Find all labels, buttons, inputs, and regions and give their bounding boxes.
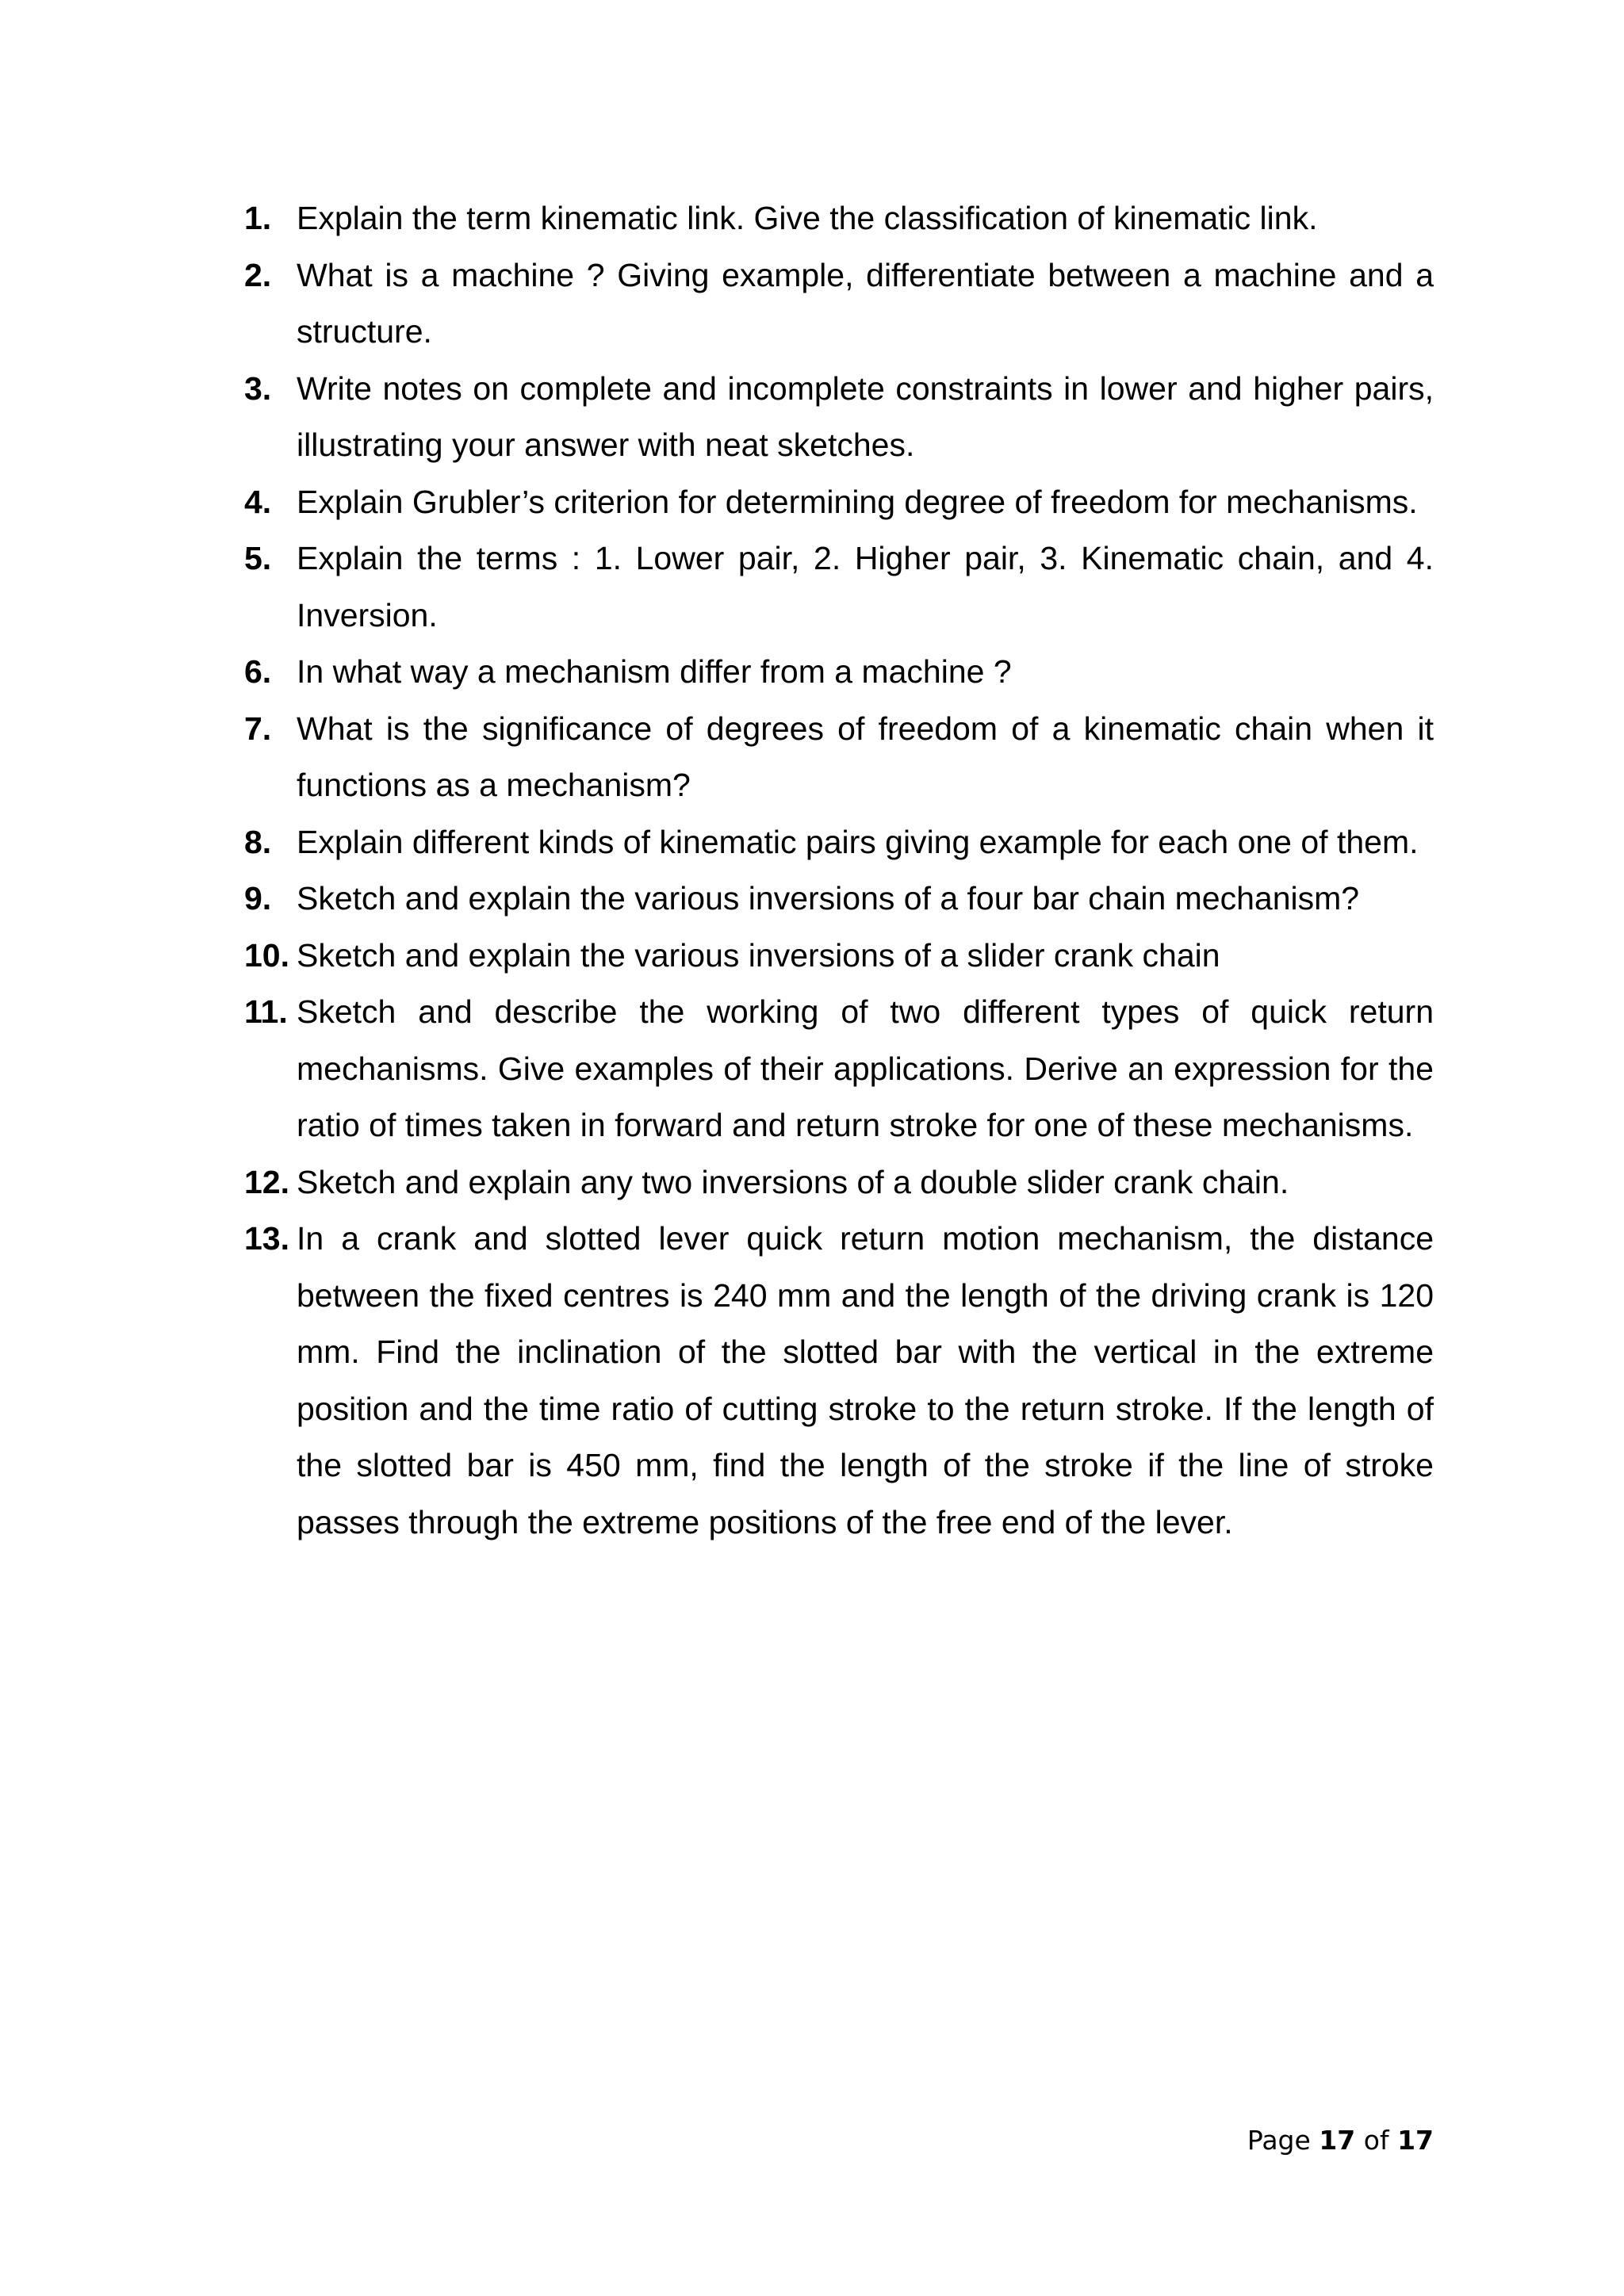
question-number: 11. bbox=[244, 993, 288, 1030]
question-text: In what way a mechanism differ from a machine ? bbox=[297, 653, 1012, 690]
question-number: 8. bbox=[244, 823, 272, 860]
question-number: 6. bbox=[244, 653, 272, 690]
question-text: Sketch and explain any two inversions of a double slider crank chain. bbox=[297, 1163, 1289, 1200]
question-text: Sketch and explain the various inversions of a four bar chain mechanism? bbox=[297, 880, 1360, 916]
question-number: 2. bbox=[244, 256, 272, 293]
question-item bbox=[244, 1154, 1434, 1211]
page-footer bbox=[1247, 2125, 1434, 2156]
question-item bbox=[244, 190, 1434, 247]
question-item bbox=[244, 361, 1434, 474]
question-item bbox=[244, 530, 1434, 644]
question-item bbox=[244, 928, 1434, 985]
question-item bbox=[244, 814, 1434, 871]
question-item bbox=[244, 247, 1434, 361]
question-text: Sketch and describe the working of two different types of quick return mechanisms. Give examples of their applications. Derive an expression for the ratio of times taken in forward and return stroke for one of these mechanisms. bbox=[297, 993, 1434, 1143]
question-item bbox=[244, 701, 1434, 814]
question-text: Explain the terms : 1. Lower pair, 2. Higher pair, 3. Kinematic chain, and 4. Inversion. bbox=[297, 540, 1434, 633]
question-text: Explain the term kinematic link. Give the classification of kinematic link. bbox=[297, 200, 1318, 236]
question-text: Sketch and explain the various inversions of a slider crank chain bbox=[297, 936, 1220, 974]
question-number: 4. bbox=[244, 483, 272, 520]
question-number: 12. bbox=[244, 1163, 289, 1200]
question-number: 5. bbox=[244, 540, 272, 576]
question-list bbox=[244, 190, 1434, 1551]
question-text: Explain Grubler’s criterion for determining degree of freedom for mechanisms. bbox=[297, 483, 1418, 520]
question-text: What is a machine ? Giving example, differentiate between a machine and a structure. bbox=[297, 256, 1434, 350]
question-number: 10. bbox=[244, 936, 289, 974]
question-item bbox=[244, 1211, 1434, 1551]
total-pages-number: 17 bbox=[1397, 2125, 1434, 2156]
question-item bbox=[244, 984, 1434, 1154]
question-number: 9. bbox=[244, 880, 272, 916]
of-word: of bbox=[1363, 2125, 1389, 2156]
question-text: Explain different kinds of kinematic pairs giving example for each one of them. bbox=[297, 823, 1419, 860]
question-item bbox=[244, 644, 1434, 701]
question-item bbox=[244, 871, 1434, 928]
question-number: 1. bbox=[244, 200, 272, 236]
question-text: What is the significance of degrees of freedom of a kinematic chain when it functions as a mechanism? bbox=[297, 710, 1434, 803]
question-item bbox=[244, 474, 1434, 531]
question-list-container bbox=[244, 190, 1434, 1551]
question-text: In a crank and slotted lever quick return motion mechanism, the distance between the fixed centres is 240 mm and the length of the driving crank is 120 mm. Find the inclination of the slotted bar with the vertical in the extreme position and the time ratio of cutting stroke to the return stroke. If the length of the slotted bar is 450 mm, find the length of the stroke if the line of stroke passes through the extreme positions of the free end of the lever. bbox=[297, 1220, 1434, 1540]
question-number: 3. bbox=[244, 369, 272, 407]
current-page-number: 17 bbox=[1319, 2125, 1356, 2156]
page-word: Page bbox=[1247, 2125, 1311, 2156]
question-number: 7. bbox=[244, 710, 272, 747]
question-text: Write notes on complete and incomplete constraints in lower and higher pairs, illustrating your answer with neat sketches. bbox=[297, 369, 1434, 463]
question-number: 13. bbox=[244, 1220, 289, 1257]
